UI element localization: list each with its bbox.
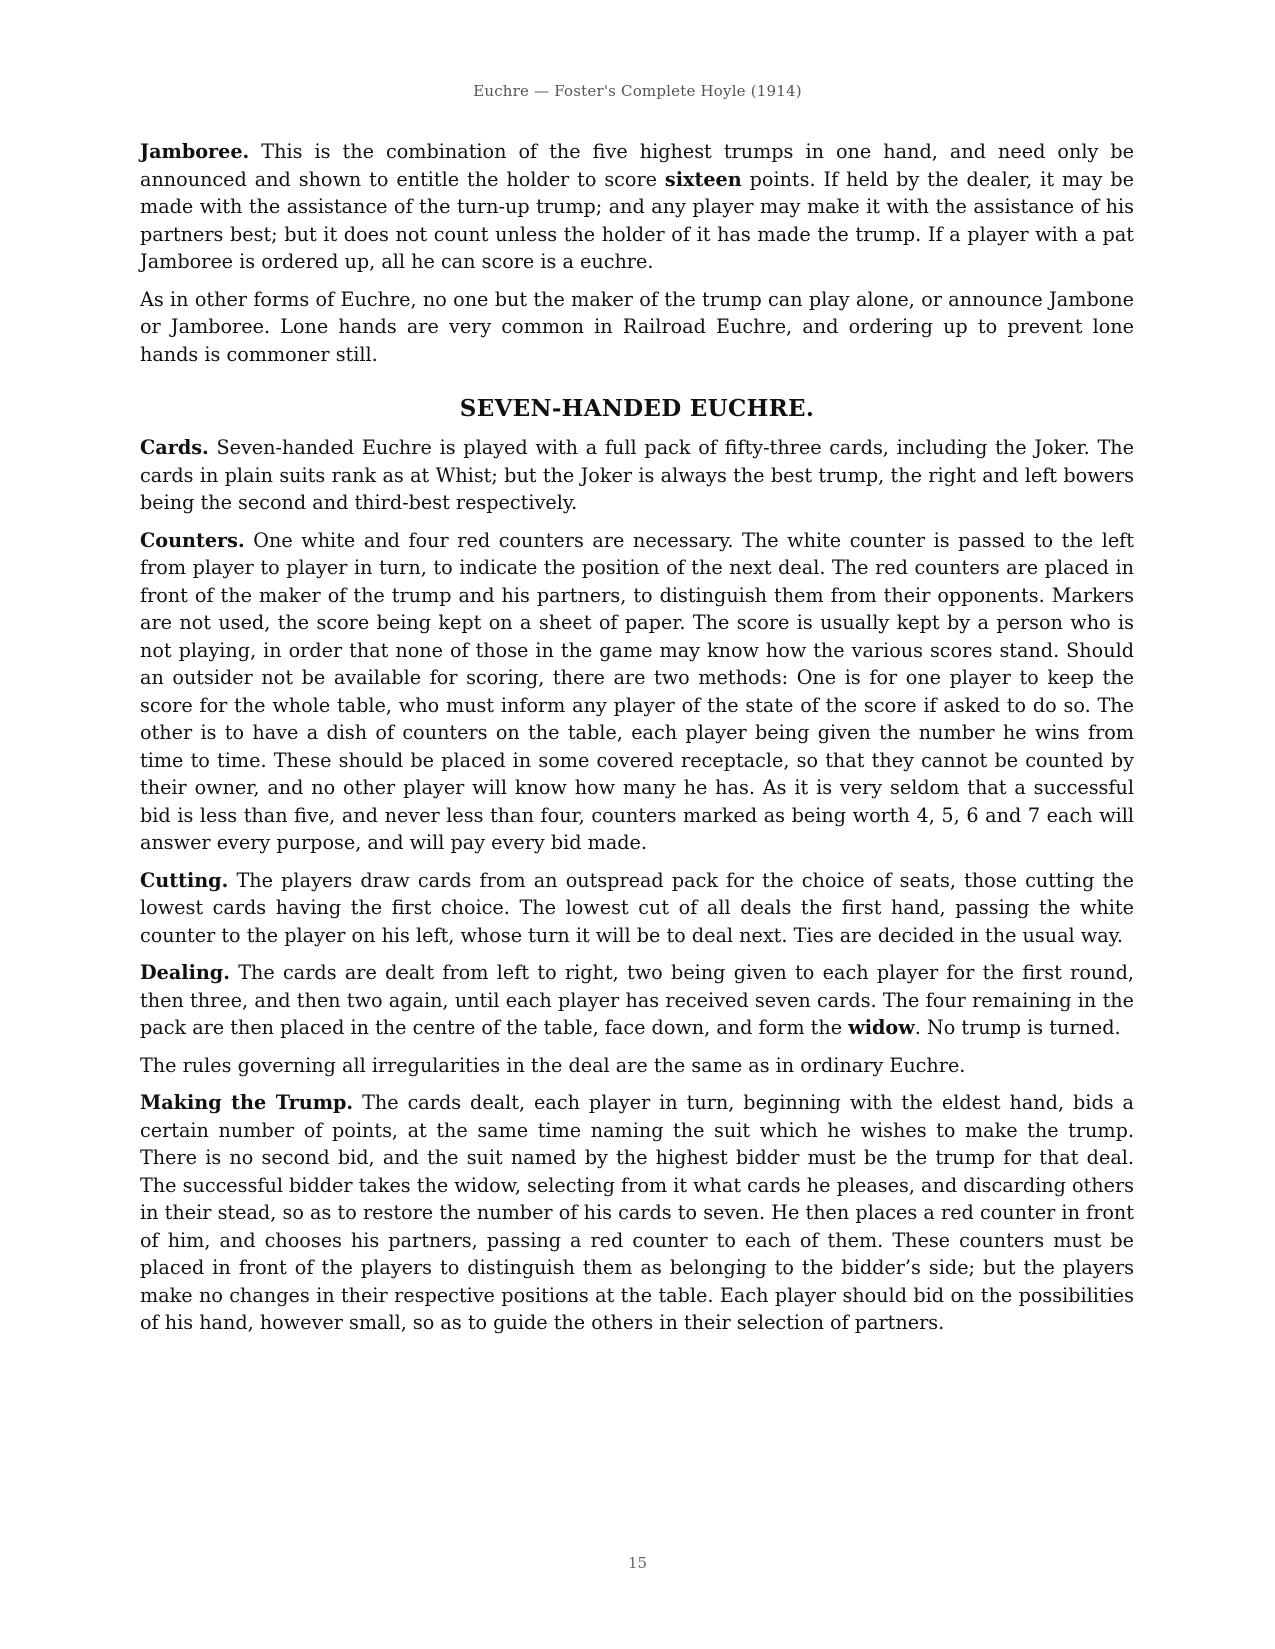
- running-head: Euchre — Foster's Complete Hoyle (1914): [473, 82, 802, 100]
- page-body: [140, 138, 1134, 1347]
- paragraph-counters: [140, 527, 1134, 857]
- paragraph-irregularities: The rules governing all irregularities in the deal are the same as in ordinary Euchre.: [140, 1053, 966, 1077]
- jamboree-text-1: This is the combination of the five highest trumps in one hand, and need only be announced and shown to entitle the holder to score: [140, 140, 1134, 191]
- paragraph-cutting: [140, 867, 1134, 950]
- dealing-text-1: The cards are dealt from left to right, two being given to each player for the first round, then three, and then two again, until each player has received seven cards. The four remaining in the pack are then placed in the centre of the table, face down, and form the: [140, 961, 1134, 1039]
- page-number: 15: [627, 1554, 648, 1572]
- jamboree-bold-word: sixteen: [664, 167, 742, 191]
- term-cards: Cards.: [140, 436, 209, 459]
- making-trump-text: The cards dealt, each player in turn, beginning with the eldest hand, bids a certain number of points, at the same time naming the suit which he wishes to make the trump. There is no second bid, and the suit named by the highest bidder must be the trump for that deal. The successful bidder takes the widow, selecting from it what cards he pleases, and discarding others in their stead, so as to restore the number of his cards to seven. He then places a red counter in front of him, and chooses his partners, passing a red counter to each of them. These counters must be placed in front of the players to distinguish them as belonging to the bidder’s side; but the players make no changes in their respective positions at the table. Each player should bid on the possibilities of his hand, however small, so as to guide the others in their selection of partners.: [140, 1091, 1134, 1334]
- paragraph-making-trump: [140, 1089, 1134, 1337]
- paragraph-dealing: [140, 959, 1134, 1042]
- term-dealing: Dealing.: [140, 961, 230, 984]
- counters-text: One white and four red counters are necessary. The white counter is passed to the left from player to player in turn, to indicate the position of the next deal. The red counters are placed in front of the maker of the trump and his partners, to distinguish them from their opponents. Markers are not used, the score being kept on a sheet of paper. The score is usually kept by a person who is not playing, in order that none of those in the game may know how the various scores stand. Should an outsider not be available for scoring, there are two methods: One is for one player to keep the score for the whole table, who must inform any player of the state of the score if asked to do so. The other is to have a dish of counters on the table, each player being given the number he wins from time to time. These should be placed in some covered receptacle, so that they cannot be counted by their owner, and no other player will know how many he has. As it is very seldom that a successful bid is less than five, and never less than four, counters marked as being worth 4, 5, 6 and 7 each will answer every purpose, and will pay every bid made.: [140, 528, 1134, 854]
- cards-text: Seven-handed Euchre is played with a full pack of fifty-three cards, including the Joker. The cards in plain suits rank as at Whist; but the Joker is always the best trump, the right and left bowers being the second and third-best respectively.: [140, 436, 1134, 514]
- term-making-trump: Making the Trump.: [140, 1091, 354, 1114]
- dealing-bold-word: widow: [848, 1016, 915, 1039]
- paragraph-jamboree: [140, 138, 1134, 276]
- jamboree-text-2: points. If held by the dealer, it may be made with the assistance of the turn-up trump; and any player may make it with the assistance of his partners best; but it does not count unless the holder of it has made the trump. If a player with a pat Jamboree is ordered up, all he can score is a euchre.: [140, 167, 1134, 273]
- section-heading: SEVEN-HANDED EUCHRE.: [459, 395, 815, 422]
- cutting-text: The players draw cards from an outspread pack for the choice of seats, those cutting the lowest cards having the first choice. The lowest cut of all deals the first hand, passing the white counter to the player on his left, whose turn it will be to deal next. Ties are decided in the usual way.: [140, 868, 1134, 947]
- paragraph-railroad: As in other forms of Euchre, no one but the maker of the trump can play alone, or announce Jambone or Jamboree. Lone hands are very common in Railroad Euchre, and ordering up to prevent lone hands is commoner still.: [140, 287, 1134, 366]
- term-counters: Counters.: [140, 528, 245, 552]
- term-jamboree: Jamboree.: [140, 140, 250, 163]
- paragraph-cards: [140, 434, 1134, 517]
- term-cutting: Cutting.: [140, 868, 229, 892]
- dealing-text-2: . No trump is turned.: [914, 1016, 1121, 1039]
